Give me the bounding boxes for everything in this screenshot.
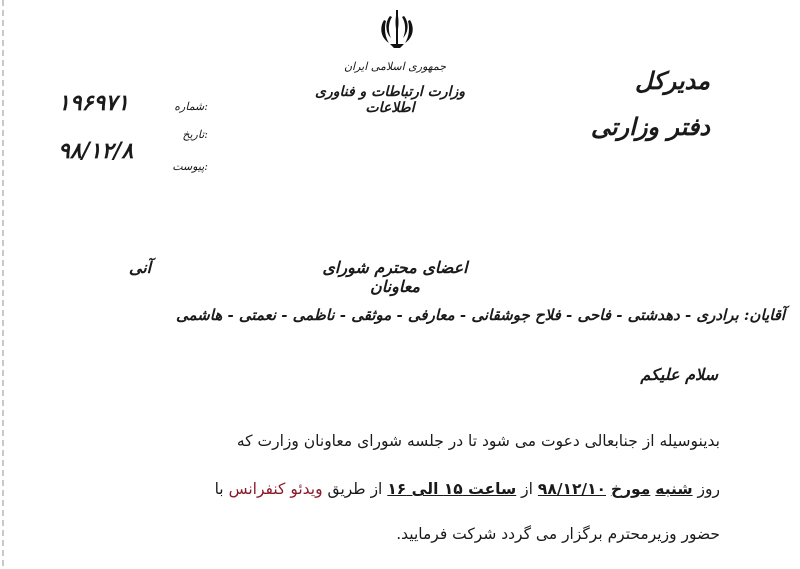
urgency-mark: آنی [128, 258, 152, 277]
body-line-2 [60, 480, 720, 498]
body-text: با [214, 480, 224, 498]
number-label: شماره: [174, 100, 208, 113]
attachment-label: پیوست: [172, 160, 208, 173]
body-text: از طریق [327, 480, 383, 498]
meeting-day: شنبه [655, 480, 693, 498]
body-line-3: حضور وزیرمحترم برگزار می گردد شرکت فرمایید. [396, 525, 720, 543]
body-text: از [521, 480, 533, 498]
body-text: مورخ [610, 480, 651, 498]
meeting-date: ۹۸/۱۲/۱۰ [537, 480, 606, 498]
body-text: روز [697, 480, 720, 498]
video-conference: ویدئو کنفرانس [228, 480, 323, 498]
page-edge [2, 0, 4, 569]
body-line-1: بدینوسیله از جنابعالی دعوت می شود تا در جلسه شورای معاونان وزارت که [236, 432, 720, 450]
sender-title: مدیرکل [635, 66, 710, 95]
date-label: تاریخ: [182, 128, 208, 141]
number-value: ۱۹۶۹۷۱ [58, 90, 129, 116]
sender-office: دفتر وزارتی [590, 112, 710, 141]
greeting: سلام علیکم [640, 365, 718, 384]
meeting-time: ساعت ۱۵ الی ۱۶ [387, 480, 517, 498]
ministry-name: وزارت ارتباطات و فناوری اطلاعات [314, 84, 466, 116]
addressee: اعضای محترم شورای معاونان [322, 258, 468, 296]
recipients-list: آقایان: برادری - دهدشتی - فاحی - فلاح جوشقانی - معارفی - موثقی - ناظمی - نعمتی - هاشمی [176, 306, 786, 324]
republic-name: جمهوری اسلامی ایران [343, 60, 447, 73]
iran-emblem-icon [376, 8, 418, 52]
date-value: ۹۸/۱۲/۸ [58, 138, 134, 164]
